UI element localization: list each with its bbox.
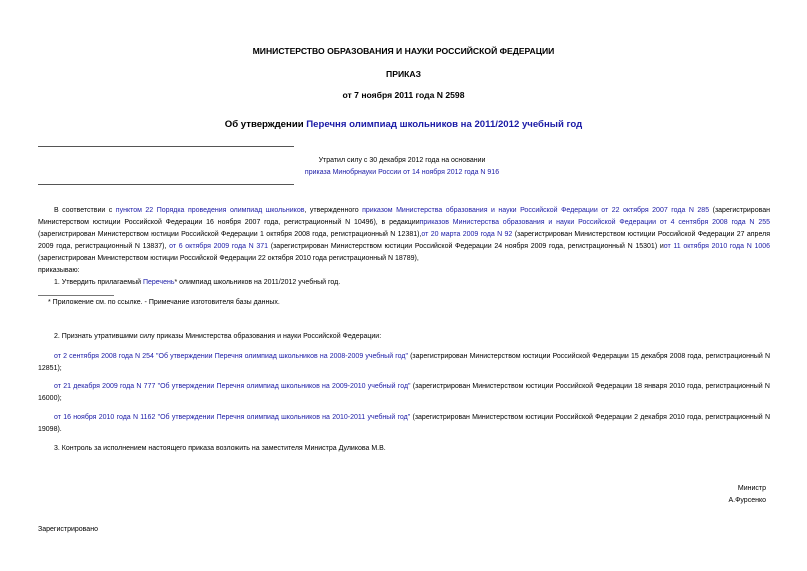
doc-title-link[interactable]: Перечня олимпиад школьников на 2011/2012 учебный год xyxy=(306,119,583,130)
signature-name: А.Фурсенко xyxy=(728,497,766,504)
preamble-link-5[interactable]: от 6 октября 2009 года N 371 xyxy=(169,243,269,250)
preamble-link-2[interactable]: приказом Министерства образования и науки Российской Федерации от 22 октября 2007 года N 285 xyxy=(362,207,710,214)
item-2-sub-1-link[interactable]: от 2 сентября 2008 года N 254 "Об утверждении Перечня олимпиад школьников на 2008-2009 учебный год" xyxy=(54,353,408,360)
doc-date-number: от 7 ноября 2011 года N 2598 xyxy=(342,90,465,100)
item-2-sub-1-text: (зарегистрирован Министерством юстиции Российской Федерации 15 декабря 2008 года, регистрационный N 12851); xyxy=(38,353,770,372)
preamble-paragraph xyxy=(38,205,770,265)
item-3: 3. Контроль за исполнением настоящего приказа возложить на заместителя Министра Дуликова М.В. xyxy=(54,445,386,452)
preamble-text-1: В соответствии с xyxy=(54,207,116,214)
item-2-sub-2-link[interactable]: от 21 декабря 2009 года N 777 "Об утверждении Перечня олимпиад школьников на 2009-2010 учебный год" xyxy=(54,383,411,390)
item-2-sub-3 xyxy=(38,412,770,436)
preamble-link-6[interactable]: от 11 октября 2010 года N 1006 xyxy=(663,243,771,250)
status-note xyxy=(38,155,766,179)
ministry-header: МИНИСТЕРСТВО ОБРАЗОВАНИЯ И НАУКИ РОССИЙСКОЙ ФЕДЕРАЦИИ xyxy=(252,46,555,56)
item-2: 2. Признать утратившими силу приказы Министерства образования и науки Российской Федерации: xyxy=(54,333,382,340)
item-1-link[interactable]: Перечень xyxy=(142,279,175,286)
divider-bottom xyxy=(38,184,294,185)
doc-type: ПРИКАЗ xyxy=(386,69,421,79)
preamble-text-6: (зарегистрирован Министерством юстиции Российской Федерации 24 ноября 2009 года, регистрационный N 15301) и xyxy=(268,243,664,250)
item-1 xyxy=(38,277,770,289)
status-note-link[interactable]: приказа Минобрнауки России от 14 ноября 2012 года N 916 xyxy=(304,169,500,176)
footnote-divider xyxy=(38,295,114,296)
item-2-sub-1 xyxy=(38,351,770,375)
preamble-text-3: (зарегистрирован Министерством юстиции Российской Федерации 16 ноября 2007 года, регистрационный N 10496), в редакции xyxy=(38,207,770,226)
preamble-text-4: (зарегистрирован Министерством юстиции Российской Федерации 1 октября 2008 года, регистрационный N 12381), xyxy=(38,231,422,238)
footnote: * Приложение см. по ссылке. - Примечание изготовителя базы данных. xyxy=(48,299,280,306)
preamble-link-4[interactable]: от 20 марта 2009 года N 92 xyxy=(421,231,513,238)
preamble-text-2: , утвержденного xyxy=(304,207,363,214)
signature-block xyxy=(728,483,766,507)
doc-title-prefix: Об утверждении xyxy=(224,119,307,130)
registered-label: Зарегистрировано xyxy=(38,526,98,533)
item-2-sub-2-text: (зарегистрирован Министерством юстиции Российской Федерации 18 января 2010 года, регистрационный N 16000); xyxy=(38,383,770,402)
preamble-link-1[interactable]: пунктом 22 Порядка проведения олимпиад школьников xyxy=(115,207,305,214)
preamble-text-7: (зарегистрирован Министерством юстиции Российской Федерации 22 октября 2010 года регистрационный N 18789), xyxy=(38,255,419,262)
order-word: приказываю: xyxy=(38,267,80,274)
item-2-sub-2 xyxy=(38,381,770,405)
status-note-line1: Утратил силу с 30 декабря 2012 года на основании xyxy=(318,157,486,164)
preamble-link-3[interactable]: приказов Министерства образования и науки Российской Федерации от 4 сентября 2008 года N 255 xyxy=(419,219,770,226)
item-1-text-1: 1. Утвердить прилагаемый xyxy=(54,279,143,286)
item-2-sub-3-link[interactable]: от 16 ноября 2010 года N 1162 "Об утверждении Перечня олимпиад школьников на 2010-2011 учебный год" xyxy=(54,414,411,421)
doc-title xyxy=(0,119,807,130)
item-2-sub-3-text: (зарегистрирован Министерством юстиции Российской Федерации 2 декабря 2010 года, регистрационный N 19098). xyxy=(38,414,770,433)
divider-top xyxy=(38,146,294,147)
signature-position: Министр xyxy=(737,485,766,492)
item-1-text-2: * олимпиад школьников на 2011/2012 учебный год. xyxy=(174,279,341,286)
preamble-text-5: (зарегистрирован Министерством юстиции Российской Федерации 27 апреля 2009 года, регистрационный N 13837), xyxy=(38,231,770,250)
